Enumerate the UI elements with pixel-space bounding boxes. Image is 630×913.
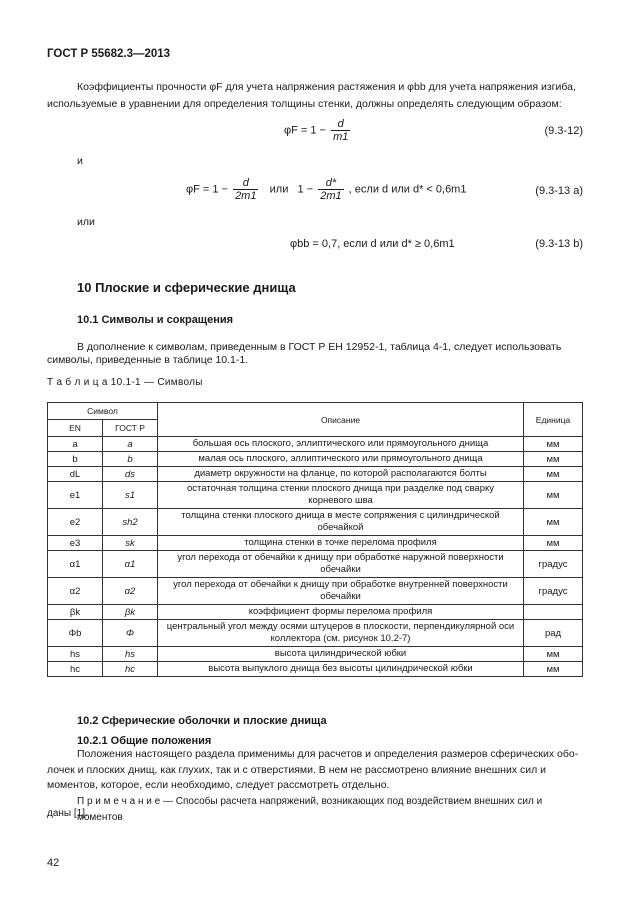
cell-en: α2 <box>48 578 103 605</box>
page-number: 42 <box>47 857 60 869</box>
conjunction-or: или <box>77 216 95 228</box>
eq2-denominator-1: 2m1 <box>235 190 257 202</box>
cell-description: угол перехода от обечайки к днищу при обработке наружной поверхности обечайки <box>158 551 524 578</box>
eq2-numerator-1: d <box>233 177 258 190</box>
section-10-2-1-line-2: лочек и плоских днищ, как глухих, так и с отверстиями. В нем не рассмотрено влияние внешних сил и <box>47 764 547 776</box>
table-row <box>48 647 583 662</box>
eq2-mid: 1 − <box>297 183 314 196</box>
cell-unit: мм <box>524 452 583 467</box>
section-10-title: 10 Плоские и сферические днища <box>77 280 296 295</box>
cell-unit: мм <box>524 482 583 509</box>
table-row <box>48 662 583 677</box>
cell-en: α1 <box>48 551 103 578</box>
cell-unit: мм <box>524 536 583 551</box>
equation-9-3-13-a <box>186 177 466 202</box>
cell-en: Φb <box>48 620 103 647</box>
cell-description: остаточная толщина стенки плоского днища при разделке под сварку корневого шва <box>158 482 524 509</box>
table-row <box>48 467 583 482</box>
cell-description: толщина стенки в точке перелома профиля <box>158 536 524 551</box>
cell-gost: b <box>103 452 158 467</box>
cell-unit: градус <box>524 578 583 605</box>
cell-description: большая ось плоского, эллиптического или прямоугольного днища <box>158 437 524 452</box>
section-10-2-1-line-3: моментов, которое, если необходимо, следует рассмотреть отдельно. <box>47 779 390 791</box>
eq2-condition: , если d или d* < 0,6m1 <box>348 183 467 196</box>
intro-line-2: используемые в уравнении для определения толщины стенки, должны определять следующим образом: <box>47 98 562 110</box>
intro-line-1: Коэффициенты прочности φF для учета напряжения растяжения и φbb для учета напряжения изгиба, <box>77 81 576 93</box>
note-line-2: даны [1]. <box>47 808 88 819</box>
cell-unit <box>524 605 583 620</box>
cell-en: hs <box>48 647 103 662</box>
note-line-1: П р и м е ч а н и е — Способы расчета напряжений, возникающих под воздействием внешних сил и моментов <box>77 796 543 823</box>
eq2-fraction-2 <box>318 177 343 202</box>
symbols-table <box>47 402 583 677</box>
cell-en: b <box>48 452 103 467</box>
table-row <box>48 578 583 605</box>
equation-number-1: (9.3-12) <box>544 125 583 137</box>
section-10-1-para-line-2: символы, приведенные в таблице 10.1-1. <box>47 354 249 366</box>
cell-en: dL <box>48 467 103 482</box>
table-header-gost: ГОСТ Р <box>103 420 158 437</box>
table-header-symbol: Символ <box>48 403 158 420</box>
eq1-numerator: d <box>331 118 350 131</box>
eq1-fraction <box>331 118 350 143</box>
section-10-1-para-line-1: В дополнение к символам, приведенным в ГОСТ Р ЕН 12952-1, таблица 4-1, следует использовать <box>77 341 562 353</box>
section-10-1-title: 10.1 Символы и сокращения <box>77 314 234 326</box>
table-row <box>48 536 583 551</box>
cell-gost: Φ <box>103 620 158 647</box>
cell-description: малая ось плоского, эллиптического или прямоугольного днища <box>158 452 524 467</box>
cell-unit: мм <box>524 509 583 536</box>
eq2-numerator-2: d* <box>318 177 343 190</box>
eq1-lhs: φF = 1 − <box>284 124 326 137</box>
cell-gost: s1 <box>103 482 158 509</box>
cell-unit: рад <box>524 620 583 647</box>
table-header-en: EN <box>48 420 103 437</box>
cell-en: hc <box>48 662 103 677</box>
equation-number-3: (9.3-13 b) <box>535 238 583 250</box>
cell-gost: βk <box>103 605 158 620</box>
table-row <box>48 620 583 647</box>
cell-en: e2 <box>48 509 103 536</box>
cell-unit: градус <box>524 551 583 578</box>
section-10-2-1-title: 10.2.1 Общие положения <box>77 735 212 747</box>
cell-gost: sk <box>103 536 158 551</box>
cell-en: a <box>48 437 103 452</box>
cell-gost: hs <box>103 647 158 662</box>
table-header-description: Описание <box>158 403 524 437</box>
cell-description: угол перехода от обечайки к днищу при обработке внутренней поверхности обечайки <box>158 578 524 605</box>
eq2-or: или <box>269 183 289 196</box>
document-header: ГОСТ Р 55682.3—2013 <box>47 48 171 60</box>
cell-gost: hc <box>103 662 158 677</box>
cell-en: e3 <box>48 536 103 551</box>
cell-unit: мм <box>524 662 583 677</box>
table-caption: Т а б л и ц а 10.1-1 — Символы <box>47 377 203 388</box>
cell-unit: мм <box>524 647 583 662</box>
conjunction-and: и <box>77 155 83 167</box>
cell-gost: α2 <box>103 578 158 605</box>
table-row <box>48 452 583 467</box>
section-10-2-1-line-1: Положения настоящего раздела применимы для расчетов и определения размеров сферических обо- <box>77 748 579 760</box>
cell-description: коэффициент формы перелома профиля <box>158 605 524 620</box>
cell-en: βk <box>48 605 103 620</box>
table-row <box>48 509 583 536</box>
equation-9-3-13-b: φbb = 0,7, если d или d* ≥ 0,6m1 <box>290 238 455 250</box>
cell-description: высота выпуклого днища без высоты цилиндрической юбки <box>158 662 524 677</box>
table-row <box>48 551 583 578</box>
table-row <box>48 605 583 620</box>
cell-description: толщина стенки плоского днища в месте сопряжения с цилиндрической обечайкой <box>158 509 524 536</box>
cell-gost: α1 <box>103 551 158 578</box>
cell-en: e1 <box>48 482 103 509</box>
table-row <box>48 482 583 509</box>
eq2-denominator-2: 2m1 <box>320 190 342 202</box>
table-header-unit: Единица <box>524 403 583 437</box>
cell-description: диаметр окружности на фланце, по которой располагаются болты <box>158 467 524 482</box>
equation-number-2: (9.3-13 а) <box>535 185 583 197</box>
cell-description: высота цилиндрической юбки <box>158 647 524 662</box>
eq2-fraction-1 <box>233 177 258 202</box>
cell-unit: мм <box>524 467 583 482</box>
eq1-denominator: m1 <box>333 131 349 143</box>
section-10-2-title: 10.2 Сферические оболочки и плоские днища <box>77 715 327 727</box>
cell-unit: мм <box>524 437 583 452</box>
cell-gost: sh2 <box>103 509 158 536</box>
table-row <box>48 437 583 452</box>
cell-gost: a <box>103 437 158 452</box>
cell-description: центральный угол между осями штуцеров в плоскости, перпендикулярной оси коллектора (см. рисунок 10.2-7) <box>158 620 524 647</box>
eq2-lhs: φF = 1 − <box>186 183 228 196</box>
equation-9-3-12 <box>284 118 352 143</box>
cell-gost: ds <box>103 467 158 482</box>
